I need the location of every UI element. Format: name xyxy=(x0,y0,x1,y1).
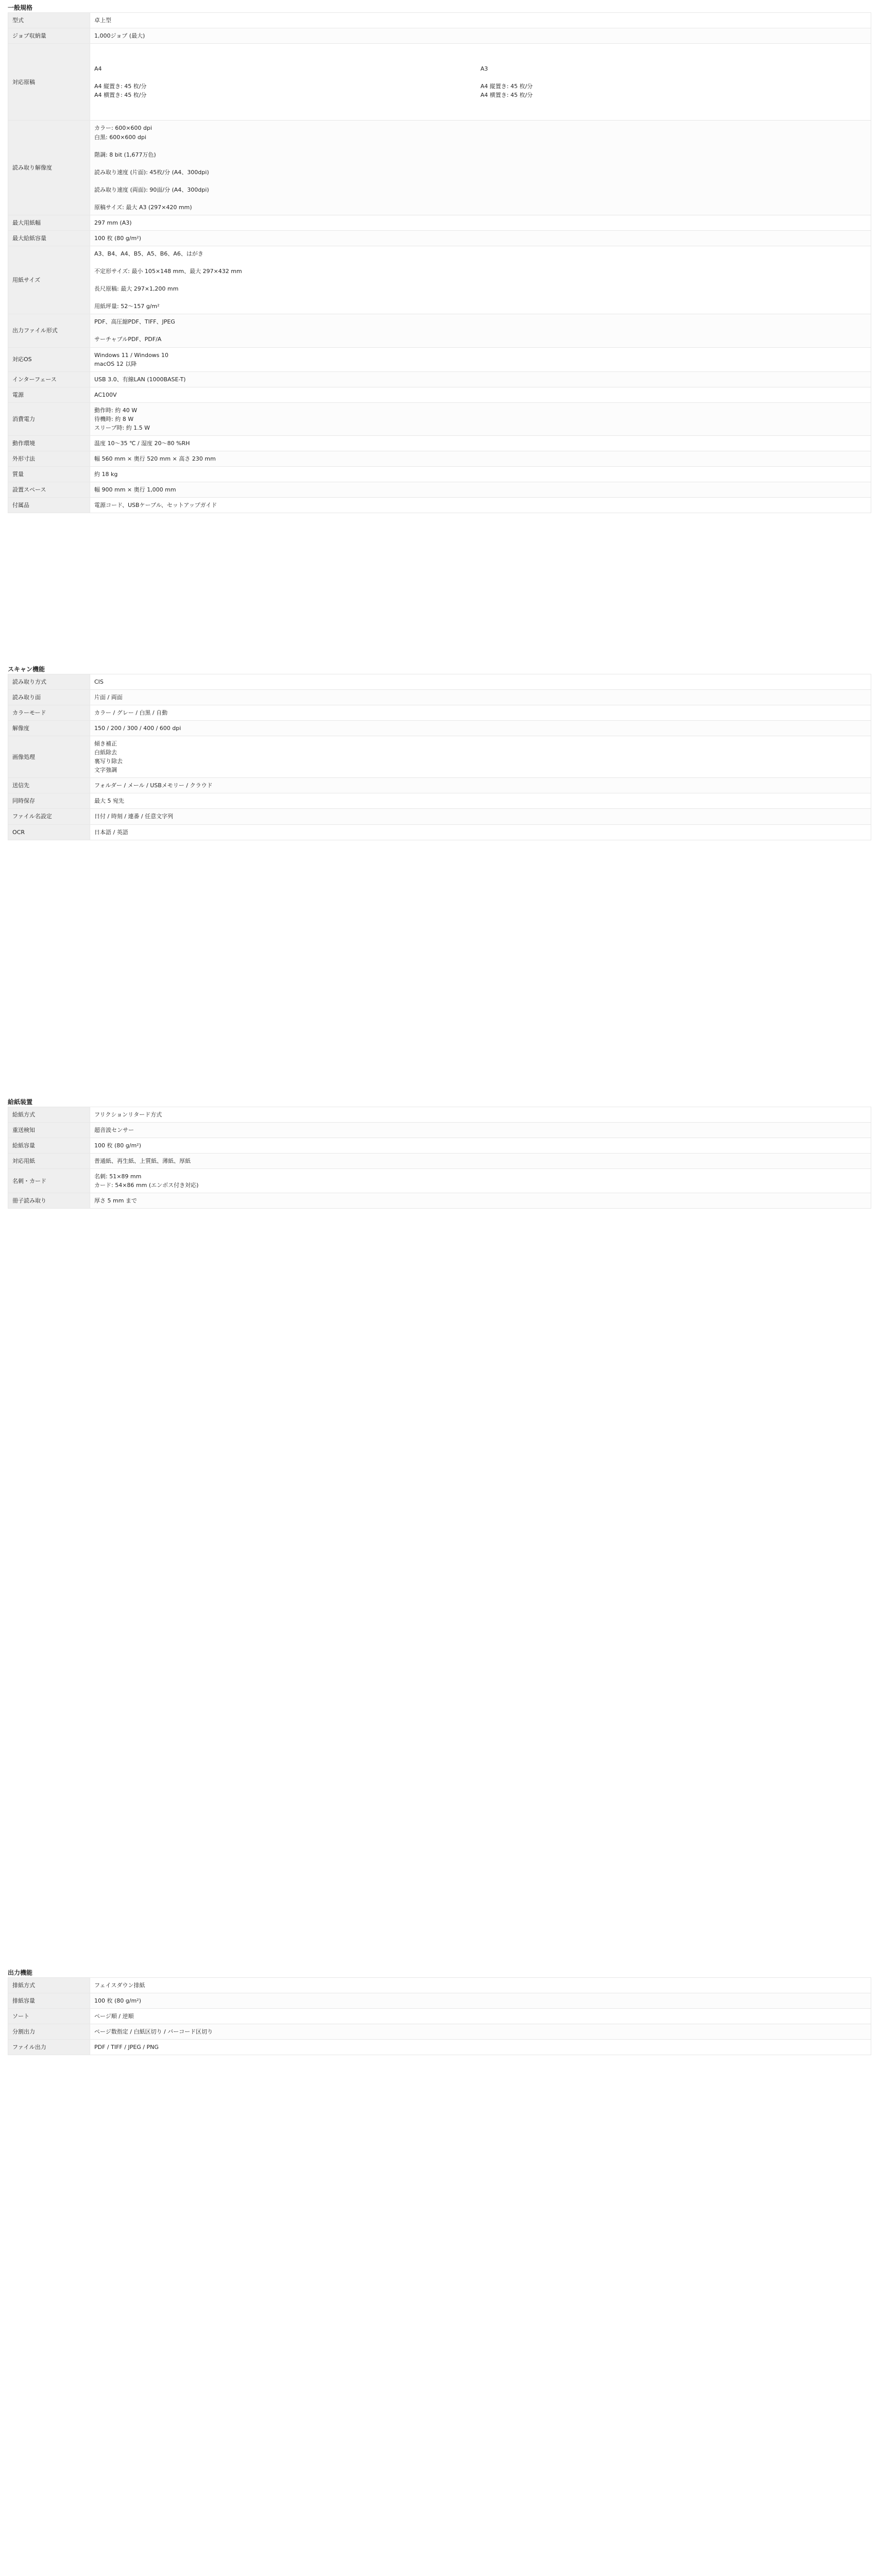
table-row xyxy=(8,721,871,736)
table-row xyxy=(8,1193,871,1209)
row-value: 297 mm (A3) xyxy=(90,215,871,230)
row-label: 排紙容量 xyxy=(8,1993,90,2009)
row-label: インターフェース xyxy=(8,371,90,387)
table-row xyxy=(8,778,871,793)
table-row xyxy=(8,451,871,466)
row-value: 動作時: 約 40 W 待機時: 約 8 W スリープ時: 約 1.5 W xyxy=(90,402,871,435)
row-label: 外形寸法 xyxy=(8,451,90,466)
table-row xyxy=(8,824,871,840)
row-label: ソート xyxy=(8,2009,90,2024)
row-label: 用紙サイズ xyxy=(8,246,90,314)
table-row xyxy=(8,793,871,809)
row-label: カラーモード xyxy=(8,705,90,721)
row-label: 設置スペース xyxy=(8,482,90,497)
row-value: フェイスダウン排紙 xyxy=(90,1978,871,1993)
row-value: 名刺: 51×89 mm カード: 54×86 mm (エンボス付き対応) xyxy=(90,1169,871,1193)
row-value: 150 / 200 / 300 / 400 / 600 dpi xyxy=(90,721,871,736)
row-value: 電源コード、USBケーブル、セットアップガイド xyxy=(90,498,871,513)
row-value: 幅 560 mm × 奥行 520 mm × 高さ 230 mm xyxy=(90,451,871,466)
table-row xyxy=(8,1169,871,1193)
row-label: 読み取り方式 xyxy=(8,674,90,690)
row-value: 100 枚 (80 g/m²) xyxy=(90,1138,871,1154)
table-row xyxy=(8,2009,871,2024)
row-label: 同時保存 xyxy=(8,793,90,809)
table-row xyxy=(8,2024,871,2040)
table-row xyxy=(8,1138,871,1154)
feeder-spec-table xyxy=(8,1107,871,1209)
table-row xyxy=(8,690,871,705)
table-row xyxy=(8,705,871,721)
row-label: OCR xyxy=(8,824,90,840)
row-value: 約 18 kg xyxy=(90,466,871,482)
column-header: A4 xyxy=(94,65,102,73)
table-row xyxy=(8,466,871,482)
row-value: 厚さ 5 mm まで xyxy=(90,1193,871,1209)
feeder-section-title: 給紙装置 xyxy=(8,1098,33,1106)
table-row xyxy=(8,121,871,215)
table-row xyxy=(8,1154,871,1169)
column-header: A3 xyxy=(480,65,488,73)
table-row xyxy=(8,314,871,347)
table-row xyxy=(8,347,871,371)
general-section-title: 一般規格 xyxy=(8,4,33,11)
row-value: 卓上型 xyxy=(90,13,871,28)
row-label: 名刺・カード xyxy=(8,1169,90,1193)
scan-section-title: スキャン機能 xyxy=(8,666,45,673)
row-value-pair xyxy=(90,44,871,121)
row-label: 対応用紙 xyxy=(8,1154,90,1169)
output-spec-table xyxy=(8,1977,871,2055)
table-row xyxy=(8,246,871,314)
row-value: 1,000ジョブ (最大) xyxy=(90,28,871,44)
row-value: ページ数指定 / 白紙区切り / バーコード区切り xyxy=(90,2024,871,2040)
row-label: 送信先 xyxy=(8,778,90,793)
row-label: 型式 xyxy=(8,13,90,28)
row-label: 消費電力 xyxy=(8,402,90,435)
table-row xyxy=(8,1978,871,1993)
row-label: 画像処理 xyxy=(8,736,90,778)
row-value: AC100V xyxy=(90,387,871,402)
row-value: 100 枚 (80 g/m²) xyxy=(90,230,871,246)
row-label: 対応原稿 xyxy=(8,44,90,121)
row-label: 電源 xyxy=(8,387,90,402)
row-label: 動作環境 xyxy=(8,435,90,451)
table-row xyxy=(8,1993,871,2009)
row-label: 重送検知 xyxy=(8,1123,90,1138)
table-row xyxy=(8,230,871,246)
row-label: 最大給紙容量 xyxy=(8,230,90,246)
table-row xyxy=(8,13,871,28)
row-value: 日付 / 時刻 / 連番 / 任意文字列 xyxy=(90,809,871,824)
scan-spec-table xyxy=(8,674,871,840)
table-row xyxy=(8,736,871,778)
table-row xyxy=(8,498,871,513)
row-value: フリクションリタード方式 xyxy=(90,1107,871,1123)
row-label: 読み取り解像度 xyxy=(8,121,90,215)
row-label: 給紙方式 xyxy=(8,1107,90,1123)
row-value: Windows 11 / Windows 10 macOS 12 以降 xyxy=(90,347,871,371)
row-label: 付属品 xyxy=(8,498,90,513)
row-label: 冊子読み取り xyxy=(8,1193,90,1209)
general-spec-table xyxy=(8,12,871,513)
row-value: カラー / グレー / 白黒 / 自動 xyxy=(90,705,871,721)
table-row xyxy=(8,482,871,497)
table-row xyxy=(8,1123,871,1138)
row-label: ファイル名設定 xyxy=(8,809,90,824)
row-label: ファイル出力 xyxy=(8,2040,90,2055)
row-label: 給紙容量 xyxy=(8,1138,90,1154)
row-value: 普通紙、再生紙、上質紙、薄紙、厚紙 xyxy=(90,1154,871,1169)
row-value: 温度 10〜35 ℃ / 湿度 20〜80 %RH xyxy=(90,435,871,451)
row-value: カラー: 600×600 dpi 白黒: 600×600 dpi 階調: 8 bit (1,677万色) 読み取り速度 (片面): 45枚/分 (A4、300dpi) 読み取り速度 (両面): 90面/分 (A4、300dpi) 原稿サイズ: 最大 A3 (297×420 mm) xyxy=(90,121,871,215)
row-value: CIS xyxy=(90,674,871,690)
table-row xyxy=(8,1107,871,1123)
table-row xyxy=(8,28,871,44)
row-label: 出力ファイル形式 xyxy=(8,314,90,347)
row-value: USB 3.0、有線LAN (1000BASE-T) xyxy=(90,371,871,387)
row-label: 最大用紙幅 xyxy=(8,215,90,230)
row-value: A4 縦置き: 45 枚/分 A4 横置き: 45 枚/分 xyxy=(480,83,533,99)
row-label: 分割出力 xyxy=(8,2024,90,2040)
row-label: 質量 xyxy=(8,466,90,482)
row-label: ジョブ収納量 xyxy=(8,28,90,44)
table-row xyxy=(8,215,871,230)
table-row xyxy=(8,371,871,387)
row-value: A4 縦置き: 45 枚/分 A4 横置き: 45 枚/分 xyxy=(94,83,147,99)
row-value: 100 枚 (80 g/m²) xyxy=(90,1993,871,2009)
row-value: フォルダー / メール / USBメモリー / クラウド xyxy=(90,778,871,793)
row-label: 排紙方式 xyxy=(8,1978,90,1993)
row-value: 超音波センサー xyxy=(90,1123,871,1138)
table-row xyxy=(8,44,871,121)
row-value: A3、B4、A4、B5、A5、B6、A6、はがき 不定形サイズ: 最小 105×148 mm、最大 297×432 mm 長尺原稿: 最大 297×1,200 mm 用紙坪量: 52〜157 g/m² xyxy=(90,246,871,314)
row-value: PDF / TIFF / JPEG / PNG xyxy=(90,2040,871,2055)
row-value: 幅 900 mm × 奥行 1,000 mm xyxy=(90,482,871,497)
row-value: ページ順 / 逆順 xyxy=(90,2009,871,2024)
row-value: 片面 / 両面 xyxy=(90,690,871,705)
table-row xyxy=(8,435,871,451)
table-row xyxy=(8,387,871,402)
row-value: PDF、高圧縮PDF、TIFF、JPEG サーチャブルPDF、PDF/A xyxy=(90,314,871,347)
row-label: 読み取り面 xyxy=(8,690,90,705)
table-row xyxy=(8,809,871,824)
table-row xyxy=(8,2040,871,2055)
row-value: 傾き補正 白紙除去 裏写り除去 文字強調 xyxy=(90,736,871,778)
row-label: 解像度 xyxy=(8,721,90,736)
row-value: 日本語 / 英語 xyxy=(90,824,871,840)
row-value: 最大 5 宛先 xyxy=(90,793,871,809)
table-row xyxy=(8,402,871,435)
output-section-title: 出力機能 xyxy=(8,1969,33,1976)
row-label: 対応OS xyxy=(8,347,90,371)
table-row xyxy=(8,674,871,690)
